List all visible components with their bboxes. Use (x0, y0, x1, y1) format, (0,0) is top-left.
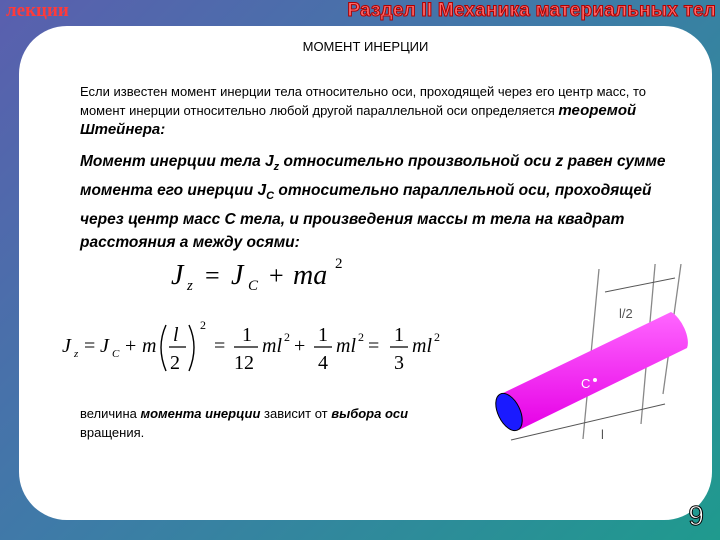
conclusion-text-2: зависит от (264, 406, 328, 421)
svg-text:+: + (269, 261, 284, 290)
svg-text:3: 3 (394, 352, 404, 374)
page-number: 9 (688, 500, 704, 531)
conclusion-emph-1: момента инерции (140, 406, 261, 421)
rod-diagram (471, 264, 701, 454)
svg-text:2: 2 (170, 352, 180, 374)
svg-text:l: l (173, 324, 179, 346)
svg-text:ml: ml (262, 335, 282, 357)
svg-text:2: 2 (284, 330, 290, 344)
steiner-formula-svg (169, 254, 389, 294)
svg-text:C: C (248, 278, 259, 294)
svg-text:m: m (142, 335, 157, 357)
lecture-label: лекции (6, 0, 69, 21)
rod-formula-svg (62, 319, 472, 379)
svg-text:J: J (100, 335, 109, 357)
svg-text:ml: ml (336, 335, 356, 357)
svg-text:=: = (368, 335, 380, 357)
svg-text:J: J (62, 335, 71, 357)
svg-text:2: 2 (358, 330, 364, 344)
svg-text:=: = (205, 261, 220, 290)
intro-text: Если известен момент инерции тела относительно оси, проходящей через его центр масс, то момент инерции относительно любой другой параллельной оси определяется (80, 84, 647, 118)
svg-text:1: 1 (318, 324, 328, 346)
slide-title: МОМЕНТ ИНЕРЦИИ (302, 39, 429, 54)
svg-text:J: J (231, 260, 244, 291)
section-title: Раздел II Механика материальных тел (347, 0, 716, 21)
svg-text:1: 1 (242, 324, 252, 346)
theorem-part-1: Момент инерции тела J (80, 153, 274, 170)
svg-text:J: J (171, 260, 184, 291)
conclusion-emph-2: выбора оси (331, 406, 409, 421)
svg-text:2: 2 (200, 319, 206, 332)
conclusion-text-1: величина (80, 406, 137, 421)
slide-panel (19, 26, 712, 520)
steiner-formula (169, 254, 389, 301)
svg-text:=: = (84, 335, 96, 357)
theorem-part-3: относительно параллельной оси, проходящей через центр масс С тела, и произведения массы m тела на квадрат расстояния a между осями: (80, 182, 652, 252)
label-center-mass: C (581, 376, 591, 391)
theorem-sub-c: C (266, 190, 275, 203)
svg-text:=: = (214, 335, 226, 357)
svg-text:1: 1 (394, 324, 404, 346)
conclusion-text-3: вращения. (80, 425, 145, 440)
conclusion-paragraph (80, 404, 420, 442)
half-length-dimension (605, 278, 675, 292)
svg-text:+: + (294, 335, 306, 357)
svg-text:z: z (74, 348, 79, 360)
svg-text:C: C (112, 348, 120, 360)
theorem-sub-z: z (273, 161, 280, 174)
svg-text:12: 12 (234, 352, 254, 374)
svg-text:+: + (125, 335, 137, 357)
theorem-paragraph (80, 150, 680, 254)
rod-formula (62, 319, 472, 384)
svg-text:z: z (187, 278, 193, 294)
svg-text:2: 2 (335, 256, 343, 272)
svg-text:ml: ml (412, 335, 432, 357)
label-half-length: l/2 (619, 306, 633, 321)
center-mass-dot (593, 378, 597, 382)
intro-emphasis: теоремой Штейнера: (80, 102, 637, 138)
intro-paragraph (80, 82, 680, 139)
svg-text:2: 2 (434, 330, 440, 344)
svg-text:4: 4 (318, 352, 328, 374)
theorem-part-2: относительно произвольной оси z равен сумме момента его инерции J (80, 153, 666, 200)
label-length: l (601, 427, 604, 442)
svg-text:ma: ma (293, 260, 328, 291)
